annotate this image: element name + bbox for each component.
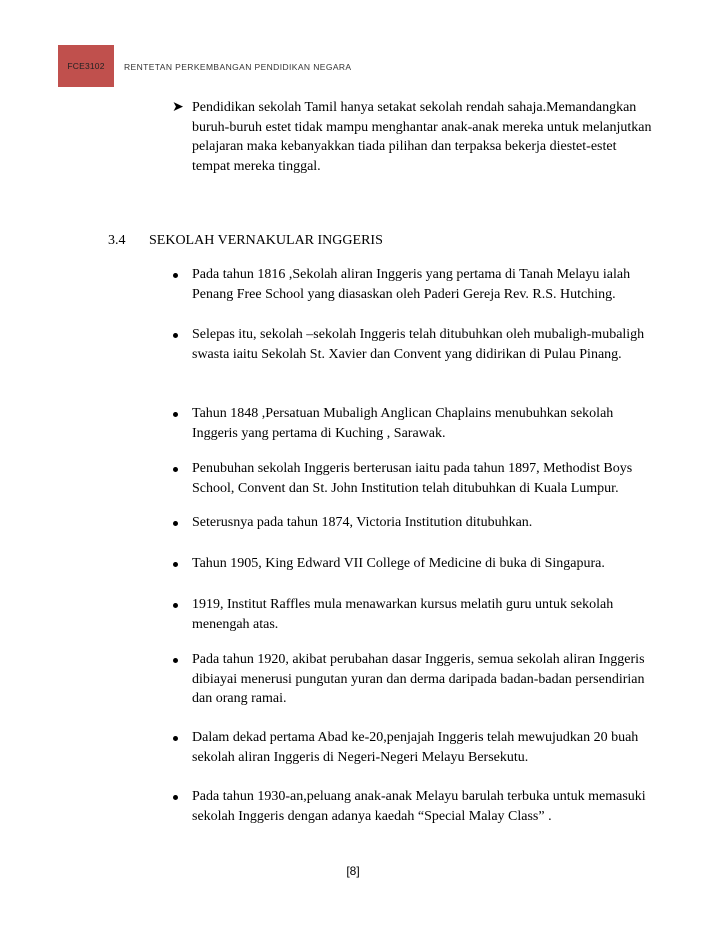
bullet-dot-icon	[173, 658, 178, 663]
bullet-dot-icon	[173, 562, 178, 567]
section-title: SEKOLAH VERNAKULAR INGGERIS	[149, 233, 383, 248]
header-title: RENTETAN PERKEMBANGAN PENDIDIKAN NEGARA	[124, 62, 352, 72]
header-code: FCE3102	[67, 61, 105, 71]
list-item: Dalam dekad pertama Abad ke-20,penjajah Inggeris telah mewujudkan 20 buah sekolah aliran Inggeris di Negeri-Negeri Melayu Bersekutu.	[192, 730, 639, 765]
section-number: 3.4	[108, 233, 126, 248]
list-item: Pada tahun 1920, akibat perubahan dasar Inggeris, semua sekolah aliran Inggeris dibiayai menerusi pungutan yuran dan derma daripada badan-badan persendirian dan orang ramai.	[192, 652, 645, 706]
arrow-bullet-icon: ➤	[172, 100, 184, 115]
bullet-dot-icon	[173, 467, 178, 472]
bullet-dot-icon	[173, 412, 178, 417]
list-item: Selepas itu, sekolah –sekolah Inggeris telah ditubuhkan oleh mubaligh-mubaligh swasta iaitu Sekolah St. Xavier dan Convent yang didirikan di Pulau Pinang.	[192, 327, 645, 362]
header-code-box	[58, 45, 114, 87]
list-item: 1919, Institut Raffles mula menawarkan kursus melatih guru untuk sekolah menengah atas.	[192, 597, 614, 632]
bullet-dot-icon	[173, 333, 178, 338]
list-item: Tahun 1848 ,Persatuan Mubaligh Anglican Chaplains menubuhkan sekolah Inggeris yang pertama di Kuching , Sarawak.	[192, 406, 614, 441]
intro-point: Pendidikan sekolah Tamil hanya setakat sekolah rendah sahaja.Memandangkan buruh-buruh estet tidak mampu menghantar anak-anak mereka untuk melanjutkan pelajaran maka kebanyakkan tiada pilihan dan terpaksa bekerja diestet-estet tempat mereka tinggal.	[192, 100, 652, 174]
page-number	[0, 864, 728, 878]
bullet-dot-icon	[173, 795, 178, 800]
list-item: Pada tahun 1816 ,Sekolah aliran Inggeris yang pertama di Tanah Melayu ialah Penang Free School yang diasaskan oleh Paderi Gereja Rev. R.S. Hutching.	[192, 267, 631, 302]
bullet-dot-icon	[173, 521, 178, 526]
bullet-dot-icon	[173, 736, 178, 741]
list-item: Pada tahun 1930-an,peluang anak-anak Melayu barulah terbuka untuk memasuki sekolah Inggeris dengan adanya kaedah “Special Malay Class” .	[192, 789, 646, 824]
bullet-dot-icon	[173, 603, 178, 608]
bullet-dot-icon	[173, 273, 178, 278]
list-item: Seterusnya pada tahun 1874, Victoria Institution ditubuhkan.	[192, 515, 533, 530]
list-item: Tahun 1905, King Edward VII College of Medicine di buka di Singapura.	[192, 556, 605, 571]
page-number-text: [8]	[346, 864, 360, 878]
list-item: Penubuhan sekolah Inggeris berterusan iaitu pada tahun 1897, Methodist Boys School, Convent dan St. John Institution telah ditubuhkan di Kuala Lumpur.	[192, 461, 633, 496]
